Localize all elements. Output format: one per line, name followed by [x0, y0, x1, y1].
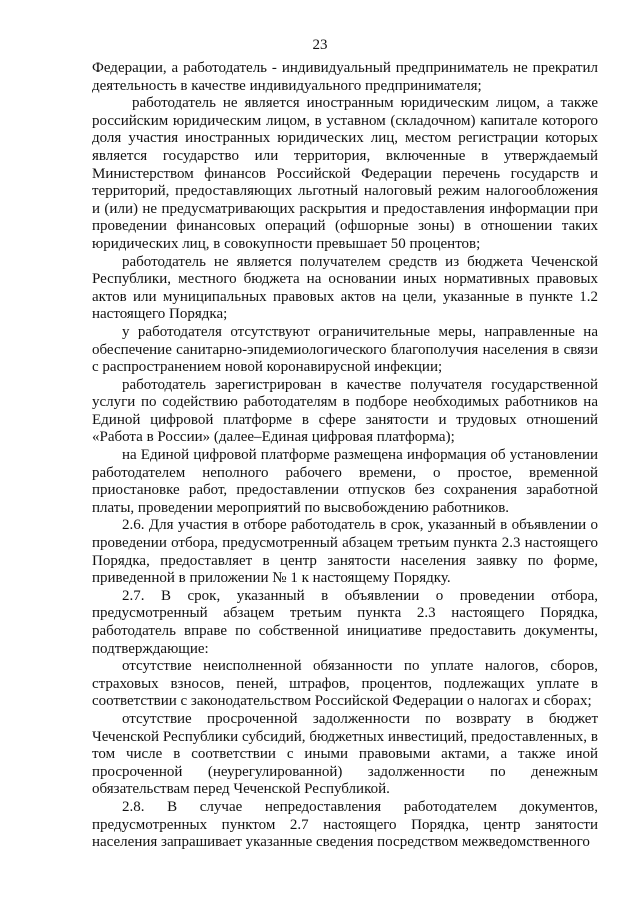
document-body: [92, 60, 598, 852]
page-number: 23: [312, 37, 328, 53]
paragraph-2-8: 2.8. В случае непредоставления работодателем документов, предусмотренных пунктом 2.7 настоящего Порядка, центр занятости населения запрашивает указанные сведения посредством межведомственного: [92, 798, 598, 851]
paragraph-tax-obligations: отсутствие неисполненной обязанности по уплате налогов, сборов, страховых взносов, пеней, штрафов, процентов, подлежащих уплате в соответствии с законодательством Российской Федерации о налогах и сборах;: [92, 658, 598, 710]
paragraph-foreign-entity-condition: работодатель не является иностранным юридическим лицом, а также российским юридическим лицом, в уставном (складочном) капитале которого доля участия иностранных юридических лиц, местом регистрации которых является государство или территория, включенные в утверждаемый Министерством финансов Российской Федерации перечень государств и территорий, предоставляющих льготный налоговый режим налогообложения и (или) не предусматривающих раскрытия и предоставления информации при проведении финансовых операций (офшорные зоны) в отношении таких юридических лиц, в совокупности превышает 50 процентов;: [92, 95, 598, 252]
paragraph-2-6: 2.6. Для участия в отборе работодатель в срок, указанный в объявлении о проведении отбора, предусмотренный абзацем третьим пункта 2.3 настоящего Порядка, предоставляет в центр занятости населения заявку по форме, приведенной в приложении № 1 к настоящему Порядку.: [92, 517, 598, 587]
paragraph-platform-information: на Единой цифровой платформе размещена информация об установлении работодателем неполного рабочего времени, о простое, временной приостановке работ, предоставлении отпусков без сохранения заработной платы, проведении мероприятий по высвобождению работников.: [92, 447, 598, 516]
paragraph-registration-condition: работодатель зарегистрирован в качестве получателя государственной услуги по содействию работодателям в подборе необходимых работников на Единой цифровой платформе в сфере занятости и трудовых отношений «Работа в России» (далее–Единая цифровая платформа);: [92, 376, 598, 446]
paragraph-2-7: 2.7. В срок, указанный в объявлении о проведении отбора, предусмотренный абзацем третьим пункта 2.3 настоящего Порядка, работодатель вправе по собственной инициативе предоставить документы, подтверждающие:: [92, 587, 598, 657]
paragraph-overdue-debt: отсутствие просроченной задолженности по возврату в бюджет Чеченской Республики субсидий, бюджетных инвестиций, предоставленных, в том числе в соответствии с иными правовыми актами, а также иной просроченной (неурегулированной) задолженности по денежным обязательствам перед Чеченской Республикой.: [92, 710, 598, 798]
paragraph-continuation: Федерации, а работодатель - индивидуальный предприниматель не прекратил деятельность в качестве индивидуального предпринимателя;: [92, 60, 598, 94]
paragraph-restrictive-measures: у работодателя отсутствуют ограничительные меры, направленные на обеспечение санитарно-эпидемиологического благополучия населения в связи с распространением новой коронавирусной инфекции;: [92, 323, 598, 376]
paragraph-budget-condition: работодатель не является получателем средств из бюджета Чеченской Республики, местного бюджета на основании иных нормативных правовых актов или муниципальных правовых актов на цели, указанные в пункте 1.2 настоящего Порядка;: [92, 253, 598, 323]
